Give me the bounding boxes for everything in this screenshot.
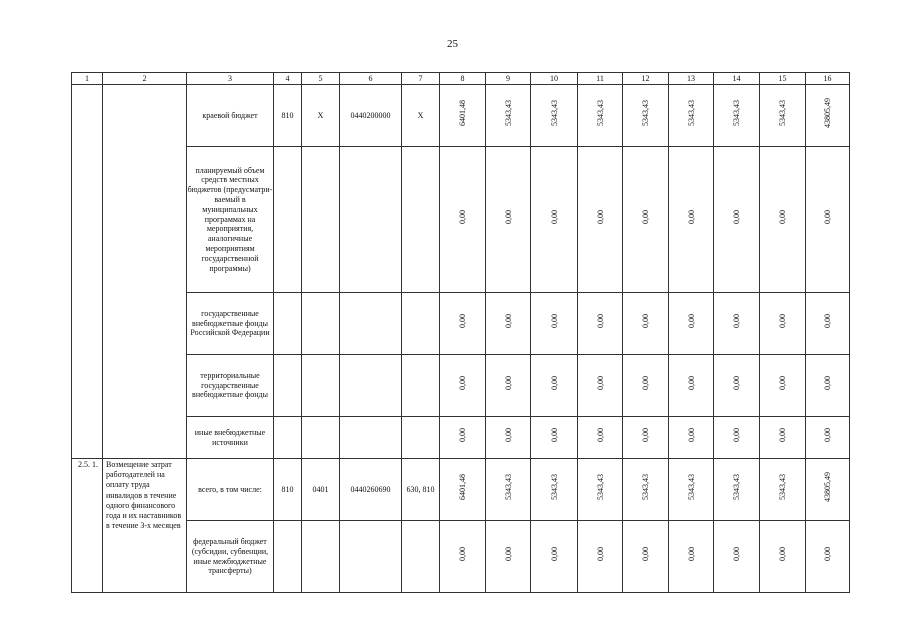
value-cell (623, 293, 669, 355)
value-cell (760, 459, 806, 521)
value-cell (714, 521, 760, 593)
value-cell (806, 85, 850, 147)
value-text: 0,00 (595, 428, 605, 442)
value-cell (578, 293, 623, 355)
value-text: 5343,43 (595, 474, 605, 500)
value-cell (806, 355, 850, 417)
value-text: 0,00 (778, 428, 787, 442)
value-text: 0,00 (641, 376, 650, 390)
value-cell (714, 355, 760, 417)
value-text: 5343,43 (503, 100, 513, 126)
code-cell: X (302, 85, 340, 147)
value-cell (623, 355, 669, 417)
table-row (72, 355, 850, 417)
value-cell (440, 459, 486, 521)
value-cell (623, 85, 669, 147)
code-cell (274, 521, 302, 593)
value-text: 0,00 (823, 376, 832, 390)
value-text: 5343,43 (549, 100, 559, 126)
value-cell (440, 85, 486, 147)
value-text: 0,00 (458, 314, 467, 328)
value-text: 0,00 (549, 547, 559, 561)
value-text: 0,00 (503, 376, 513, 390)
value-text: 0,00 (595, 314, 605, 328)
value-cell (760, 417, 806, 459)
funding-source: государственные внебюджетные фонды Российской Федерации (187, 293, 274, 355)
code-cell (274, 293, 302, 355)
value-cell (714, 147, 760, 293)
value-text: 0,00 (823, 428, 832, 442)
header-cell: 13 (669, 73, 714, 85)
value-text: 0,00 (595, 210, 605, 224)
value-cell (531, 417, 578, 459)
value-cell (669, 521, 714, 593)
value-text: 0,00 (686, 314, 696, 328)
funding-source: федеральный бюджет (субсидии, субвенции, иные межбюджетные трансферты) (187, 521, 274, 593)
value-text: 0,00 (732, 210, 741, 224)
code-cell: X (402, 85, 440, 147)
value-text: 0,00 (823, 314, 832, 328)
table-row (72, 459, 850, 521)
value-text: 5343,43 (686, 474, 696, 500)
value-cell (440, 355, 486, 417)
value-text: 5343,43 (641, 474, 650, 500)
value-cell (714, 417, 760, 459)
value-text: 0,00 (641, 547, 650, 561)
table-row (72, 417, 850, 459)
value-cell (486, 459, 531, 521)
value-text: 0,00 (503, 314, 513, 328)
value-cell (806, 293, 850, 355)
header-cell: 4 (274, 73, 302, 85)
value-cell (760, 521, 806, 593)
funding-source: всего, в том числе: (187, 459, 274, 521)
value-cell (440, 521, 486, 593)
value-text: 0,00 (549, 210, 559, 224)
header-cell: 7 (402, 73, 440, 85)
header-cell: 8 (440, 73, 486, 85)
value-cell (578, 521, 623, 593)
code-cell (402, 147, 440, 293)
value-cell (578, 417, 623, 459)
page-number: 25 (447, 38, 458, 50)
value-cell (531, 85, 578, 147)
value-text: 0,00 (641, 314, 650, 328)
value-text: 0,00 (641, 428, 650, 442)
code-cell (402, 355, 440, 417)
value-cell (531, 459, 578, 521)
funding-source: планируемый объем средств местных бюджетов (предусматри-ваемый в муниципальных программах на мероприятия, аналогичные мероприятиям государственной программы) (187, 147, 274, 293)
value-text: 5343,43 (549, 474, 559, 500)
code-cell (402, 293, 440, 355)
value-cell (440, 417, 486, 459)
value-cell (669, 459, 714, 521)
code-cell (340, 293, 402, 355)
value-cell (486, 85, 531, 147)
code-cell (274, 147, 302, 293)
value-text: 0,00 (458, 428, 467, 442)
item-title-cell (103, 85, 187, 459)
value-text: 0,00 (503, 210, 513, 224)
value-cell (714, 459, 760, 521)
value-text: 6401,48 (458, 100, 467, 126)
value-text: 0,00 (503, 428, 513, 442)
header-cell: 15 (760, 73, 806, 85)
header-cell: 2 (103, 73, 187, 85)
value-text: 0,00 (778, 547, 787, 561)
value-text: 5343,43 (641, 100, 650, 126)
value-text: 5343,43 (595, 100, 605, 126)
value-text: 0,00 (595, 376, 605, 390)
value-text: 0,00 (503, 547, 513, 561)
code-cell (302, 355, 340, 417)
value-cell (760, 355, 806, 417)
value-text: 5343,43 (778, 100, 787, 126)
value-cell (623, 147, 669, 293)
value-cell (623, 521, 669, 593)
budget-table (71, 72, 850, 593)
value-cell (806, 417, 850, 459)
code-cell (340, 417, 402, 459)
value-cell (486, 355, 531, 417)
value-text: 5343,43 (732, 474, 741, 500)
value-cell (578, 85, 623, 147)
value-text: 0,00 (823, 547, 832, 561)
header-cell: 14 (714, 73, 760, 85)
value-text: 0,00 (686, 210, 696, 224)
header-cell: 6 (340, 73, 402, 85)
value-text: 0,00 (458, 547, 467, 561)
funding-source: территориальные государственные внебюджетные фонды (187, 355, 274, 417)
code-cell (302, 147, 340, 293)
value-cell (440, 293, 486, 355)
table-row (72, 521, 850, 593)
value-cell (486, 417, 531, 459)
code-cell: 0440260690 (340, 459, 402, 521)
value-cell (806, 147, 850, 293)
value-cell (669, 293, 714, 355)
value-cell (486, 147, 531, 293)
value-cell (714, 85, 760, 147)
value-cell (806, 521, 850, 593)
value-cell (440, 147, 486, 293)
value-text: 0,00 (549, 428, 559, 442)
item-number-cell (72, 85, 103, 459)
code-cell (302, 417, 340, 459)
code-cell (402, 417, 440, 459)
value-text: 0,00 (732, 314, 741, 328)
code-cell: 0440200000 (340, 85, 402, 147)
value-text: 6401,48 (458, 474, 467, 500)
value-cell (714, 293, 760, 355)
value-text: 0,00 (823, 210, 832, 224)
header-cell: 3 (187, 73, 274, 85)
value-text: 0,00 (778, 210, 787, 224)
table-row (72, 293, 850, 355)
value-cell (578, 459, 623, 521)
code-cell (302, 521, 340, 593)
header-cell: 1 (72, 73, 103, 85)
value-cell (531, 521, 578, 593)
value-text: 0,00 (686, 428, 696, 442)
code-cell (340, 147, 402, 293)
code-cell (340, 521, 402, 593)
value-text: 0,00 (686, 547, 696, 561)
code-cell (274, 355, 302, 417)
value-cell (623, 417, 669, 459)
value-cell (760, 85, 806, 147)
table-row (72, 147, 850, 293)
value-text: 0,00 (549, 314, 559, 328)
header-row (72, 73, 850, 85)
funding-source: иные внебюджетные источники (187, 417, 274, 459)
value-text: 5343,43 (503, 474, 513, 500)
funding-source: краевой бюджет (187, 85, 274, 147)
code-cell (274, 417, 302, 459)
value-text: 0,00 (686, 376, 696, 390)
header-cell: 9 (486, 73, 531, 85)
value-text: 0,00 (778, 314, 787, 328)
value-text: 0,00 (732, 547, 741, 561)
value-cell (531, 293, 578, 355)
header-cell: 11 (578, 73, 623, 85)
item-title: Возмещение затрат работодателей на оплату труда инвалидов в течение одного финансового года и их наставников в течение 3-х месяцев (103, 459, 187, 593)
value-text: 0,00 (595, 547, 605, 561)
value-text: 0,00 (732, 376, 741, 390)
value-cell (669, 85, 714, 147)
value-cell (486, 521, 531, 593)
code-cell: 810 (274, 85, 302, 147)
code-cell: 810 (274, 459, 302, 521)
value-text: 5343,43 (778, 474, 787, 500)
value-cell (623, 459, 669, 521)
header-cell: 5 (302, 73, 340, 85)
code-cell (402, 521, 440, 593)
value-cell (578, 355, 623, 417)
value-cell (760, 293, 806, 355)
header-cell: 12 (623, 73, 669, 85)
value-text: 43805,49 (823, 472, 832, 502)
value-text: 0,00 (778, 376, 787, 390)
value-cell (669, 417, 714, 459)
value-cell (669, 147, 714, 293)
value-cell (486, 293, 531, 355)
value-text: 0,00 (458, 376, 467, 390)
code-cell: 0401 (302, 459, 340, 521)
item-number: 2.5. 1. (72, 459, 103, 593)
value-text: 43805,49 (823, 98, 832, 128)
value-cell (531, 355, 578, 417)
value-text: 5343,43 (732, 100, 741, 126)
value-cell (669, 355, 714, 417)
code-cell: 630, 810 (402, 459, 440, 521)
value-text: 0,00 (641, 210, 650, 224)
header-cell: 16 (806, 73, 850, 85)
code-cell (302, 293, 340, 355)
value-cell (578, 147, 623, 293)
value-text: 0,00 (458, 210, 467, 224)
table-row (72, 85, 850, 147)
value-cell (531, 147, 578, 293)
value-cell (760, 147, 806, 293)
value-cell (806, 459, 850, 521)
value-text: 0,00 (732, 428, 741, 442)
value-text: 5343,43 (686, 100, 696, 126)
value-text: 0,00 (549, 376, 559, 390)
code-cell (340, 355, 402, 417)
header-cell: 10 (531, 73, 578, 85)
